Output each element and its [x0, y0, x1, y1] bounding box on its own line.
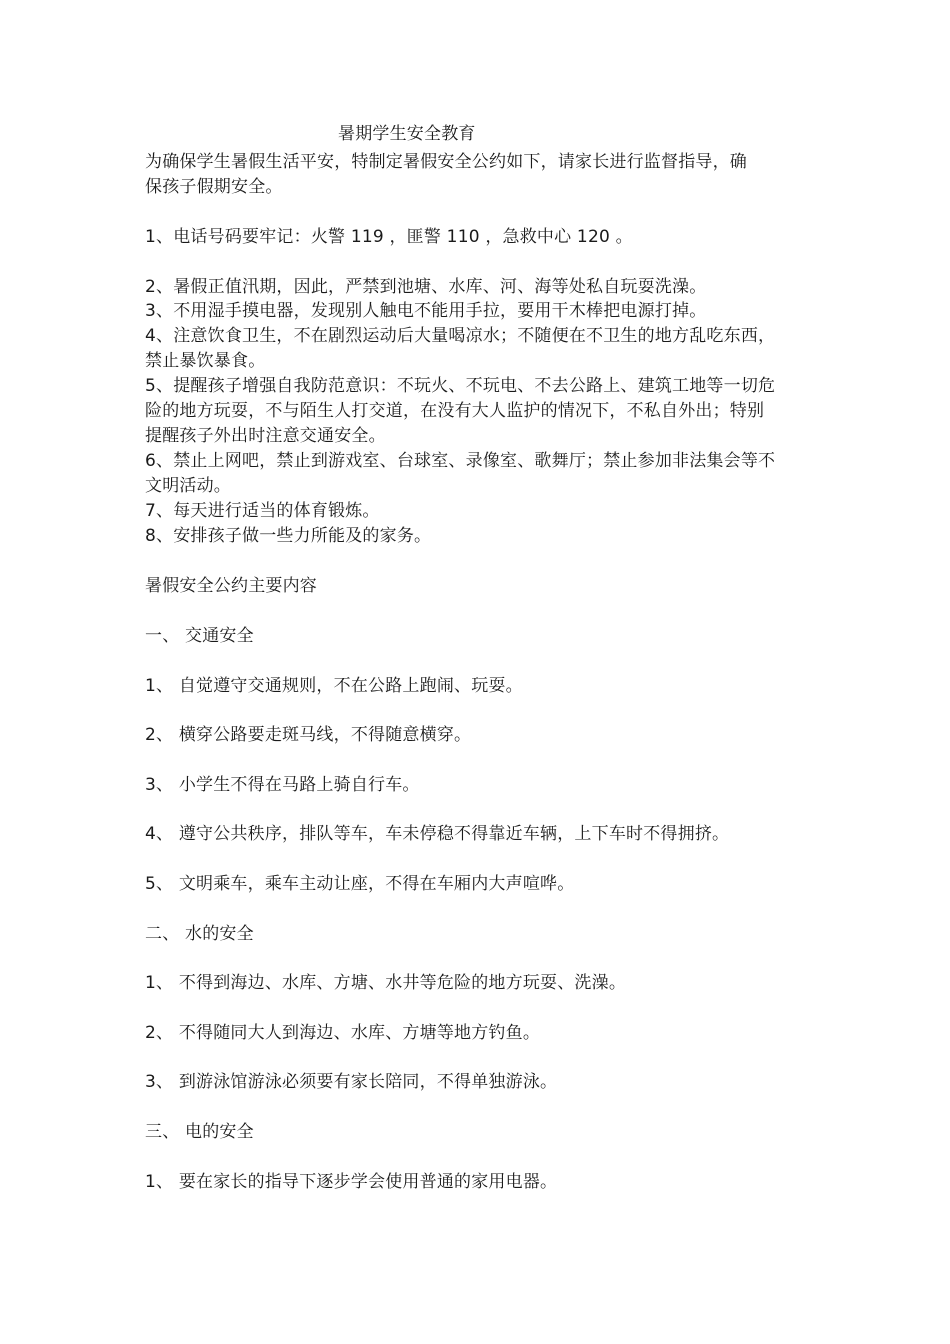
- rule-line: 3、不用湿手摸电器，发现别人触电不能用手拉，要用干木棒把电源打掉。: [145, 301, 707, 321]
- rule-line: 4、注意饮食卫生，不在剧烈运动后大量喝凉水；不随便在不卫生的地方乱吃东西，: [145, 326, 776, 346]
- rule-line: 8、安排孩子做一些力所能及的家务。: [145, 526, 432, 546]
- main-heading: 暑假安全公约主要内容: [145, 576, 317, 596]
- rule-line: 2、暑假正值汛期，因此，严禁到池塘、水库、河、海等处私自玩耍洗澡。: [145, 277, 707, 297]
- section-item: 4、 遵守公共秩序，排队等车，车未停稳不得靠近车辆，上下车时不得拥挤。: [145, 824, 730, 844]
- rule-line: 禁止暴饮暴食。: [145, 351, 266, 371]
- rule-line: 文明活动。: [145, 476, 231, 496]
- section-item: 2、 不得随同大人到海边、水库、方塘等地方钓鱼。: [145, 1023, 541, 1043]
- rule-line: 险的地方玩耍，不与陌生人打交道，在没有大人监护的情况下，不私自外出；特别: [145, 401, 765, 421]
- intro-line: 为确保学生暑假生活平安，特制定暑假安全公约如下，请家长进行监督指导，确: [145, 152, 747, 172]
- section-heading: 二、 水的安全: [145, 924, 254, 944]
- section-item: 1、 不得到海边、水库、方塘、水井等危险的地方玩耍、洗澡。: [145, 973, 627, 993]
- rule-line: 7、每天进行适当的体育锻炼。: [145, 501, 380, 521]
- section-item: 2、 横穿公路要走斑马线，不得随意横穿。: [145, 725, 472, 745]
- phone-numbers-item: 1、电话号码要牢记：火警 119 ，匪警 110 ，急救中心 120 。: [145, 227, 633, 247]
- rule-line: 6、禁止上网吧，禁止到游戏室、台球室、录像室、歌舞厅；禁止参加非法集会等不: [145, 451, 776, 471]
- section-item: 1、 要在家长的指导下逐步学会使用普通的家用电器。: [145, 1172, 558, 1192]
- section-heading: 三、 电的安全: [145, 1122, 254, 1142]
- section-item: 1、 自觉遵守交通规则，不在公路上跑闹、玩耍。: [145, 676, 523, 696]
- rule-line: 5、提醒孩子增强自我防范意识：不玩火、不玩电、不去公路上、建筑工地等一切危: [145, 376, 776, 396]
- section-item: 3、 小学生不得在马路上骑自行车。: [145, 775, 420, 795]
- rule-line: 提醒孩子外出时注意交通安全。: [145, 426, 386, 446]
- section-heading: 一、 交通安全: [145, 626, 254, 646]
- document-title: 暑期学生安全教育: [338, 124, 476, 144]
- section-item: 5、 文明乘车，乘车主动让座，不得在车厢内大声喧哗。: [145, 874, 575, 894]
- intro-line: 保孩子假期安全。: [145, 177, 283, 197]
- section-item: 3、 到游泳馆游泳必须要有家长陪同，不得单独游泳。: [145, 1072, 558, 1092]
